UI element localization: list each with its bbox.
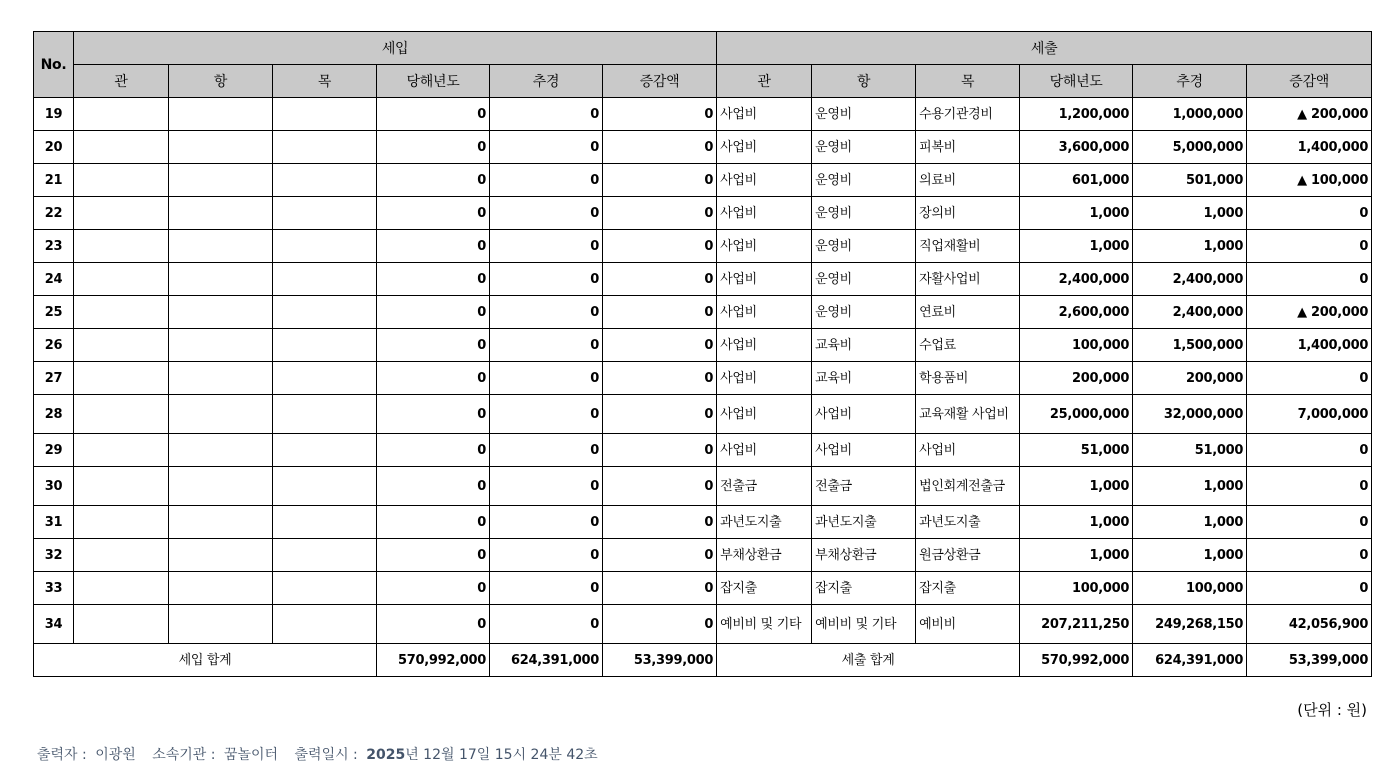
expense-current-cell: 2,600,000 — [1020, 296, 1133, 329]
income-supplementary-cell: 0 — [490, 434, 603, 467]
expense-current-cell: 207,211,250 — [1020, 605, 1133, 644]
row-number: 27 — [34, 362, 74, 395]
expense-current-cell: 1,000 — [1020, 539, 1133, 572]
income-current-cell: 0 — [377, 131, 490, 164]
table-row — [34, 263, 1372, 296]
row-number: 31 — [34, 506, 74, 539]
income-current-cell: 0 — [377, 197, 490, 230]
org-label: 소속기관 : — [152, 747, 216, 763]
income-supplementary-cell: 0 — [490, 395, 603, 434]
table-row — [34, 467, 1372, 506]
row-number: 30 — [34, 467, 74, 506]
income-difference-cell: 0 — [603, 164, 717, 197]
income-gwan-cell — [74, 329, 169, 362]
income-current-cell: 0 — [377, 296, 490, 329]
expense-supplementary-cell: 1,000 — [1133, 539, 1247, 572]
expense-current-cell: 1,000 — [1020, 467, 1133, 506]
income-current-cell: 0 — [377, 329, 490, 362]
expense-current-cell: 51,000 — [1020, 434, 1133, 467]
expense-difference-cell: 0 — [1247, 539, 1372, 572]
income-hang-cell — [169, 164, 273, 197]
income-mok-cell — [273, 98, 377, 131]
income-mok-cell — [273, 197, 377, 230]
expense-current-cell: 1,000 — [1020, 197, 1133, 230]
expense-gwan-cell: 사업비 — [717, 98, 812, 131]
row-number: 28 — [34, 395, 74, 434]
income-gwan-cell — [74, 467, 169, 506]
expense-supplementary-cell: 5,000,000 — [1133, 131, 1247, 164]
income-hang-cell — [169, 506, 273, 539]
expense-mok-header: 목 — [916, 65, 1020, 98]
expense-difference-cell: 0 — [1247, 263, 1372, 296]
income-current-cell: 0 — [377, 230, 490, 263]
income-supplementary-cell: 0 — [490, 506, 603, 539]
expense-mok-cell: 교육재활 사업비 — [916, 395, 1020, 434]
income-supplementary-cell: 0 — [490, 98, 603, 131]
expense-gwan-cell: 부채상환금 — [717, 539, 812, 572]
expense-group-header: 세출 — [717, 32, 1372, 65]
income-mok-cell — [273, 539, 377, 572]
income-difference-cell: 0 — [603, 230, 717, 263]
expense-mok-cell: 사업비 — [916, 434, 1020, 467]
expense-gwan-cell: 사업비 — [717, 362, 812, 395]
expense-current-cell: 25,000,000 — [1020, 395, 1133, 434]
expense-supplementary-cell: 51,000 — [1133, 434, 1247, 467]
expense-gwan-cell: 사업비 — [717, 434, 812, 467]
income-current-year-header: 당해년도 — [377, 65, 490, 98]
expense-current-cell: 200,000 — [1020, 362, 1133, 395]
expense-difference-cell: 0 — [1247, 506, 1372, 539]
table-row — [34, 605, 1372, 644]
income-mok-cell — [273, 395, 377, 434]
table-row — [34, 98, 1372, 131]
income-hang-cell — [169, 605, 273, 644]
income-supplementary-cell: 0 — [490, 539, 603, 572]
income-difference-cell: 0 — [603, 395, 717, 434]
income-supplementary-cell: 0 — [490, 296, 603, 329]
income-supplementary-cell: 0 — [490, 131, 603, 164]
expense-difference-cell: 0 — [1247, 434, 1372, 467]
budget-table — [33, 31, 1372, 677]
unit-note-open: ( — [1297, 701, 1304, 719]
expense-gwan-cell: 사업비 — [717, 329, 812, 362]
expense-mok-cell: 연료비 — [916, 296, 1020, 329]
income-hang-cell — [169, 296, 273, 329]
income-current-cell: 0 — [377, 164, 490, 197]
income-difference-cell: 0 — [603, 263, 717, 296]
income-mok-cell — [273, 263, 377, 296]
income-difference-cell: 0 — [603, 329, 717, 362]
income-difference-cell: 0 — [603, 506, 717, 539]
unit-note-text: 단위 : 원 — [1303, 701, 1362, 719]
income-hang-cell — [169, 362, 273, 395]
expense-supplementary-cell: 1,000,000 — [1133, 98, 1247, 131]
income-supplementary-cell: 0 — [490, 164, 603, 197]
income-difference-cell: 0 — [603, 296, 717, 329]
expense-difference-cell: 42,056,900 — [1247, 605, 1372, 644]
row-number: 20 — [34, 131, 74, 164]
printer-name: 이광원 — [95, 747, 136, 763]
income-current-cell: 0 — [377, 395, 490, 434]
income-mok-cell — [273, 329, 377, 362]
income-gwan-cell — [74, 263, 169, 296]
expense-mok-cell: 잡지출 — [916, 572, 1020, 605]
expense-gwan-cell: 과년도지출 — [717, 506, 812, 539]
totals-row — [34, 644, 1372, 677]
table-row — [34, 395, 1372, 434]
income-mok-cell — [273, 506, 377, 539]
expense-hang-cell: 운영비 — [812, 98, 916, 131]
table-row — [34, 362, 1372, 395]
income-hang-cell — [169, 572, 273, 605]
income-difference-cell: 0 — [603, 605, 717, 644]
table-row — [34, 197, 1372, 230]
income-gwan-cell — [74, 395, 169, 434]
expense-supplementary-cell: 2,400,000 — [1133, 296, 1247, 329]
income-hang-cell — [169, 467, 273, 506]
income-difference-cell: 0 — [603, 467, 717, 506]
income-current-cell: 0 — [377, 98, 490, 131]
table-row — [34, 572, 1372, 605]
expense-gwan-cell: 사업비 — [717, 164, 812, 197]
printed-year: 2025 — [366, 747, 406, 763]
income-supplementary-cell: 0 — [490, 197, 603, 230]
expense-difference-cell: 1,400,000 — [1247, 131, 1372, 164]
expense-mok-cell: 원금상환금 — [916, 539, 1020, 572]
expense-supplementary-cell: 501,000 — [1133, 164, 1247, 197]
expense-total-difference: 53,399,000 — [1247, 644, 1372, 677]
income-supplementary-cell: 0 — [490, 263, 603, 296]
table-row — [34, 434, 1372, 467]
expense-supplementary-cell: 1,000 — [1133, 506, 1247, 539]
expense-hang-cell: 운영비 — [812, 263, 916, 296]
income-supplementary-cell: 0 — [490, 329, 603, 362]
income-hang-cell — [169, 98, 273, 131]
expense-hang-cell: 운영비 — [812, 296, 916, 329]
income-gwan-cell — [74, 572, 169, 605]
income-gwan-cell — [74, 296, 169, 329]
row-number: 25 — [34, 296, 74, 329]
income-current-cell: 0 — [377, 605, 490, 644]
income-gwan-cell — [74, 98, 169, 131]
expense-difference-cell: 0 — [1247, 572, 1372, 605]
income-supplementary-cell: 0 — [490, 362, 603, 395]
income-hang-cell — [169, 230, 273, 263]
income-mok-cell — [273, 572, 377, 605]
income-total-label: 세입 합계 — [34, 644, 377, 677]
expense-current-cell: 1,000 — [1020, 506, 1133, 539]
income-difference-cell: 0 — [603, 197, 717, 230]
income-supplementary-header: 추경 — [490, 65, 603, 98]
row-number: 26 — [34, 329, 74, 362]
income-mok-cell — [273, 434, 377, 467]
income-hang-cell — [169, 329, 273, 362]
expense-hang-header: 항 — [812, 65, 916, 98]
income-total-current: 570,992,000 — [377, 644, 490, 677]
expense-hang-cell: 사업비 — [812, 395, 916, 434]
table-row — [34, 230, 1372, 263]
row-number: 32 — [34, 539, 74, 572]
expense-mok-cell: 직업재활비 — [916, 230, 1020, 263]
printed-at-label: 출력일시 : — [294, 747, 358, 763]
income-mok-cell — [273, 605, 377, 644]
income-gwan-cell — [74, 131, 169, 164]
expense-difference-header: 증감액 — [1247, 65, 1372, 98]
expense-gwan-cell: 예비비 및 기타 — [717, 605, 812, 644]
expense-current-cell: 1,000 — [1020, 230, 1133, 263]
expense-supplementary-cell: 1,000 — [1133, 230, 1247, 263]
expense-gwan-cell: 사업비 — [717, 131, 812, 164]
income-mok-cell — [273, 164, 377, 197]
expense-difference-cell: 1,400,000 — [1247, 329, 1372, 362]
income-difference-cell: 0 — [603, 362, 717, 395]
expense-mok-cell: 피복비 — [916, 131, 1020, 164]
income-difference-cell: 0 — [603, 539, 717, 572]
expense-difference-cell: 0 — [1247, 467, 1372, 506]
expense-difference-cell: 0 — [1247, 230, 1372, 263]
income-supplementary-cell: 0 — [490, 467, 603, 506]
income-difference-cell: 0 — [603, 98, 717, 131]
expense-mok-cell: 과년도지출 — [916, 506, 1020, 539]
expense-hang-cell: 교육비 — [812, 362, 916, 395]
table-body — [34, 98, 1372, 677]
print-footer — [37, 744, 602, 764]
table-row — [34, 296, 1372, 329]
expense-hang-cell: 운영비 — [812, 164, 916, 197]
income-total-difference: 53,399,000 — [603, 644, 717, 677]
row-number: 24 — [34, 263, 74, 296]
income-hang-cell — [169, 197, 273, 230]
expense-gwan-header: 관 — [717, 65, 812, 98]
row-number: 23 — [34, 230, 74, 263]
expense-hang-cell: 잡지출 — [812, 572, 916, 605]
expense-difference-cell: ▲ 200,000 — [1247, 98, 1372, 131]
expense-supplementary-cell: 32,000,000 — [1133, 395, 1247, 434]
expense-mok-cell: 장의비 — [916, 197, 1020, 230]
unit-note — [1297, 699, 1367, 720]
expense-supplementary-cell: 100,000 — [1133, 572, 1247, 605]
income-gwan-cell — [74, 506, 169, 539]
income-mok-header: 목 — [273, 65, 377, 98]
income-total-supplementary: 624,391,000 — [490, 644, 603, 677]
org-name: 꿈놀이터 — [223, 747, 279, 763]
expense-mok-cell: 자활사업비 — [916, 263, 1020, 296]
income-gwan-header: 관 — [74, 65, 169, 98]
income-gwan-cell — [74, 434, 169, 467]
expense-hang-cell: 전출금 — [812, 467, 916, 506]
expense-difference-cell: 0 — [1247, 362, 1372, 395]
expense-total-current: 570,992,000 — [1020, 644, 1133, 677]
no-column-header: No. — [34, 32, 74, 98]
expense-hang-cell: 예비비 및 기타 — [812, 605, 916, 644]
expense-mok-cell: 수용기관경비 — [916, 98, 1020, 131]
income-difference-cell: 0 — [603, 131, 717, 164]
table-row — [34, 164, 1372, 197]
expense-gwan-cell: 사업비 — [717, 230, 812, 263]
row-number: 33 — [34, 572, 74, 605]
row-number: 34 — [34, 605, 74, 644]
income-gwan-cell — [74, 362, 169, 395]
income-gwan-cell — [74, 539, 169, 572]
income-supplementary-cell: 0 — [490, 605, 603, 644]
income-gwan-cell — [74, 605, 169, 644]
expense-supplementary-cell: 1,000 — [1133, 467, 1247, 506]
income-mok-cell — [273, 296, 377, 329]
income-difference-cell: 0 — [603, 572, 717, 605]
expense-total-label: 세출 합계 — [717, 644, 1020, 677]
expense-hang-cell: 과년도지출 — [812, 506, 916, 539]
expense-hang-cell: 교육비 — [812, 329, 916, 362]
expense-hang-cell: 운영비 — [812, 230, 916, 263]
expense-hang-cell: 사업비 — [812, 434, 916, 467]
row-number: 29 — [34, 434, 74, 467]
expense-current-cell: 100,000 — [1020, 329, 1133, 362]
row-number: 19 — [34, 98, 74, 131]
expense-mok-cell: 법인회계전출금 — [916, 467, 1020, 506]
income-hang-cell — [169, 539, 273, 572]
expense-gwan-cell: 사업비 — [717, 263, 812, 296]
printer-label: 출력자 : — [37, 747, 87, 763]
header-row-columns — [34, 65, 1372, 98]
income-mok-cell — [273, 362, 377, 395]
income-gwan-cell — [74, 230, 169, 263]
row-number: 21 — [34, 164, 74, 197]
table-row — [34, 329, 1372, 362]
income-current-cell: 0 — [377, 362, 490, 395]
income-supplementary-cell: 0 — [490, 572, 603, 605]
expense-gwan-cell: 전출금 — [717, 467, 812, 506]
expense-mok-cell: 의료비 — [916, 164, 1020, 197]
table-row — [34, 506, 1372, 539]
table-row — [34, 539, 1372, 572]
income-mok-cell — [273, 131, 377, 164]
expense-supplementary-cell: 1,500,000 — [1133, 329, 1247, 362]
income-gwan-cell — [74, 197, 169, 230]
expense-supplementary-cell: 2,400,000 — [1133, 263, 1247, 296]
header-row-groups — [34, 32, 1372, 65]
income-current-cell: 0 — [377, 506, 490, 539]
income-mok-cell — [273, 230, 377, 263]
expense-supplementary-cell: 249,268,150 — [1133, 605, 1247, 644]
income-hang-cell — [169, 131, 273, 164]
income-current-cell: 0 — [377, 539, 490, 572]
income-hang-cell — [169, 263, 273, 296]
income-current-cell: 0 — [377, 263, 490, 296]
income-difference-header: 증감액 — [603, 65, 717, 98]
expense-mok-cell: 예비비 — [916, 605, 1020, 644]
expense-mok-cell: 수업료 — [916, 329, 1020, 362]
table-row — [34, 131, 1372, 164]
income-difference-cell: 0 — [603, 434, 717, 467]
income-current-cell: 0 — [377, 434, 490, 467]
income-supplementary-cell: 0 — [490, 230, 603, 263]
row-number: 22 — [34, 197, 74, 230]
expense-gwan-cell: 사업비 — [717, 197, 812, 230]
expense-gwan-cell: 사업비 — [717, 296, 812, 329]
expense-gwan-cell: 사업비 — [717, 395, 812, 434]
income-mok-cell — [273, 467, 377, 506]
expense-hang-cell: 운영비 — [812, 131, 916, 164]
income-gwan-cell — [74, 164, 169, 197]
expense-difference-cell: ▲ 100,000 — [1247, 164, 1372, 197]
expense-supplementary-cell: 200,000 — [1133, 362, 1247, 395]
expense-difference-cell: 0 — [1247, 197, 1372, 230]
income-current-cell: 0 — [377, 572, 490, 605]
expense-hang-cell: 부채상환금 — [812, 539, 916, 572]
expense-hang-cell: 운영비 — [812, 197, 916, 230]
expense-current-cell: 3,600,000 — [1020, 131, 1133, 164]
printed-date-rest: 년 12월 17일 15시 24분 42초 — [405, 747, 598, 763]
expense-mok-cell: 학용품비 — [916, 362, 1020, 395]
income-current-cell: 0 — [377, 467, 490, 506]
income-hang-cell — [169, 395, 273, 434]
unit-note-close: ) — [1361, 701, 1367, 719]
expense-current-cell: 2,400,000 — [1020, 263, 1133, 296]
expense-current-cell: 1,200,000 — [1020, 98, 1133, 131]
income-group-header: 세입 — [74, 32, 717, 65]
income-hang-cell — [169, 434, 273, 467]
expense-current-cell: 601,000 — [1020, 164, 1133, 197]
expense-supplementary-cell: 1,000 — [1133, 197, 1247, 230]
expense-difference-cell: 7,000,000 — [1247, 395, 1372, 434]
expense-supplementary-header: 추경 — [1133, 65, 1247, 98]
expense-difference-cell: ▲ 200,000 — [1247, 296, 1372, 329]
expense-total-supplementary: 624,391,000 — [1133, 644, 1247, 677]
expense-gwan-cell: 잡지출 — [717, 572, 812, 605]
expense-current-year-header: 당해년도 — [1020, 65, 1133, 98]
income-hang-header: 항 — [169, 65, 273, 98]
expense-current-cell: 100,000 — [1020, 572, 1133, 605]
